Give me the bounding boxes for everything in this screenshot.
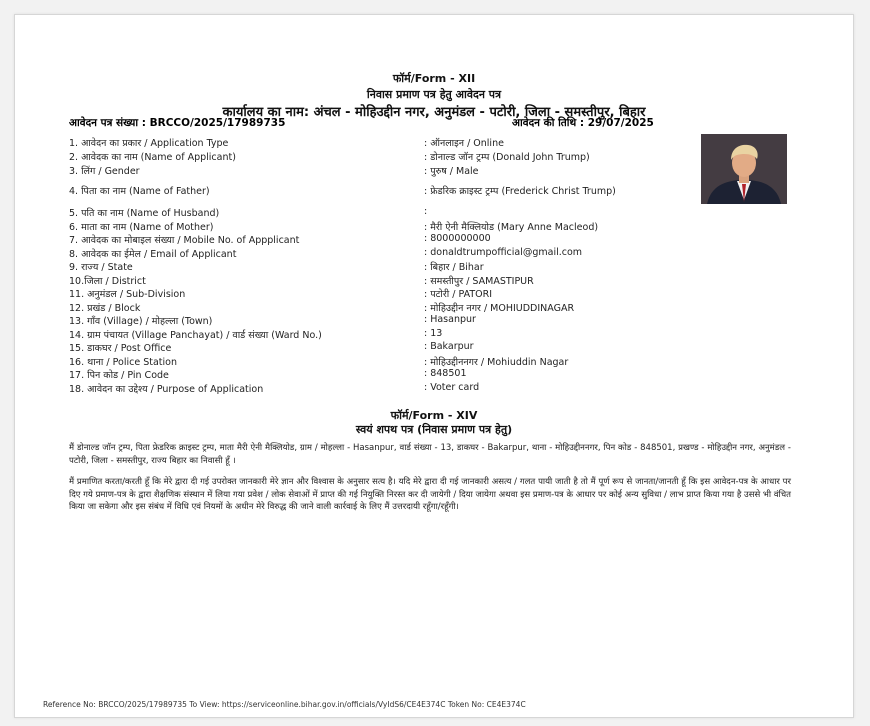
field-label: 2. आवेदक का नाम (Name of Applicant): [69, 152, 236, 163]
field-label: 1. आवेदन का प्रकार / Application Type: [69, 138, 229, 149]
affidavit-paragraph-1: मैं डोनाल्ड जॉन ट्रम्प, पिता फ्रेडरिक क्राइस्ट ट्रम्प, माता मैरी ऐनी मैक्लियोड, ग्राम / मोहल्ला - Hasanpur, वार्ड संख्या - 13, डाकघर - Bakarpur, थाना - मोहिउद्दीननगर, पिन कोड - 848501, प्रखण्ड - मोहिउद्दीन नगर, अनुमंडल - पटोरी, जिला - समस्तीपुर, राज्य बिहार का निवासी हूँ ।: [69, 443, 791, 466]
form-title: फॉर्म/Form - XII: [392, 72, 476, 85]
field-value: : donaldtrumpofficial@gmail.com: [424, 247, 583, 258]
field-value: : 13: [424, 328, 443, 339]
field-value: : मोहिउद्दीननगर / Mohiuddin Nagar: [424, 357, 569, 368]
office-name: कार्यालय का नाम: अंचल - मोहिउद्दीन नगर, अनुमंडल - पटोरी, जिला - समस्तीपुर, बिहार: [222, 105, 646, 120]
field-label: 9. राज्य / State: [69, 262, 133, 273]
field-value: : Hasanpur: [424, 314, 476, 325]
field-label: 5. पति का नाम (Name of Husband): [69, 208, 220, 219]
document-page: [14, 14, 854, 718]
applicant-photo: [701, 134, 787, 204]
field-label: 11. अनुमंडल / Sub-Division: [69, 289, 186, 300]
field-label: 7. आवेदक का मोबाइल संख्या / Mobile No. of Appplicant: [69, 235, 300, 246]
field-label: 8. आवेदक का ईमेल / Email of Applicant: [69, 249, 237, 260]
field-value: : मोहिउद्दीन नगर / MOHIUDDINAGAR: [424, 303, 575, 314]
field-label: 10.जिला / District: [69, 276, 146, 287]
field-label: 12. प्रखंड / Block: [69, 303, 141, 314]
field-value: : पटोरी / PATORI: [424, 289, 493, 300]
application-date: आवेदन की तिथि : 29/07/2025: [512, 117, 654, 129]
field-label: 3. लिंग / Gender: [69, 166, 140, 177]
field-value: : Voter card: [424, 382, 480, 393]
field-value: : डोनाल्ड जॉन ट्रम्प (Donald John Trump): [424, 152, 590, 163]
field-value: : 848501: [424, 368, 467, 379]
affidavit-form-title: फॉर्म/Form - XIV: [390, 409, 478, 422]
field-value: : समस्तीपुर / SAMASTIPUR: [424, 276, 534, 287]
field-label: 13. गाँव (Village) / मोहल्ला (Town): [69, 316, 213, 327]
field-label: 18. आवेदन का उद्देश्य / Purpose of Application: [69, 384, 264, 395]
field-value: : मैरी ऐनी मैक्लियोड (Mary Anne Macleod): [424, 222, 599, 233]
field-value: : बिहार / Bihar: [424, 262, 484, 273]
field-label: 15. डाकघर / Post Office: [69, 343, 172, 354]
field-value: :: [424, 206, 428, 217]
portrait-image: [701, 134, 787, 204]
reference-footer: Reference No: BRCCO/2025/17989735 To View: https://serviceonline.bihar.gov.in/officials/VyIdS6/CE4E374C Token No: CE4E374C: [43, 700, 526, 709]
field-label: 16. थाना / Police Station: [69, 357, 177, 368]
field-label: 17. पिन कोड / Pin Code: [69, 370, 169, 381]
field-value: : 8000000000: [424, 233, 491, 244]
field-value: : ऑनलाइन / Online: [424, 138, 504, 149]
field-label: 6. माता का नाम (Name of Mother): [69, 222, 214, 233]
application-number: आवेदन पत्र संख्या : BRCCO/2025/17989735: [69, 117, 286, 129]
field-value: : फ्रेडरिक क्राइस्ट ट्रम्प (Frederick Christ Trump): [424, 186, 616, 197]
affidavit-subtitle: स्वयं शपथ पत्र (निवास प्रमाण पत्र हेतु): [355, 423, 513, 436]
field-value: : Bakarpur: [424, 341, 474, 352]
field-label: 14. ग्राम पंचायत (Village Panchayat) / वार्ड संख्या (Ward No.): [69, 330, 322, 341]
field-label: 4. पिता का नाम (Name of Father): [69, 186, 210, 197]
form-subtitle: निवास प्रमाण पत्र हेतु आवेदन पत्र: [366, 88, 502, 101]
field-value: : पुरुष / Male: [424, 166, 479, 177]
affidavit-paragraph-2: मैं प्रमाणित करता/करती हूँ कि मेरे द्वारा दी गई उपरोक्त जानकारी मेरे ज्ञान और विश्वास के अनुसार सत्य है। यदि मेरे द्वारा दी गई जानकारी असत्य / गलत पायी जाती है तो मैं पूर्ण रूप से जानता/जानती हूँ कि इस आवेदन-पत्र के आधार पर दिए गये प्रमाण-पत्र के द्वारा शैक्षणिक संस्थान में लिया गया प्रवेश / लोक सेवाओं में प्राप्त की गई नियुक्ति निरस्त कर दी जायेगी / दिया जायेगा अथवा इस प्रमाण-पत्र के आधार पर कोई अन्य सुविधा / लाभ प्राप्त किया गया है उससे भी वंचित किया जा सकेगा और इस संबंध में विधि एवं नियमों के अधीन मेरे विरुद्ध की जाने वाली कार्रवाई के लिए मैं उत्तरदायी रहूँगा/रहूँगी।: [69, 477, 791, 512]
